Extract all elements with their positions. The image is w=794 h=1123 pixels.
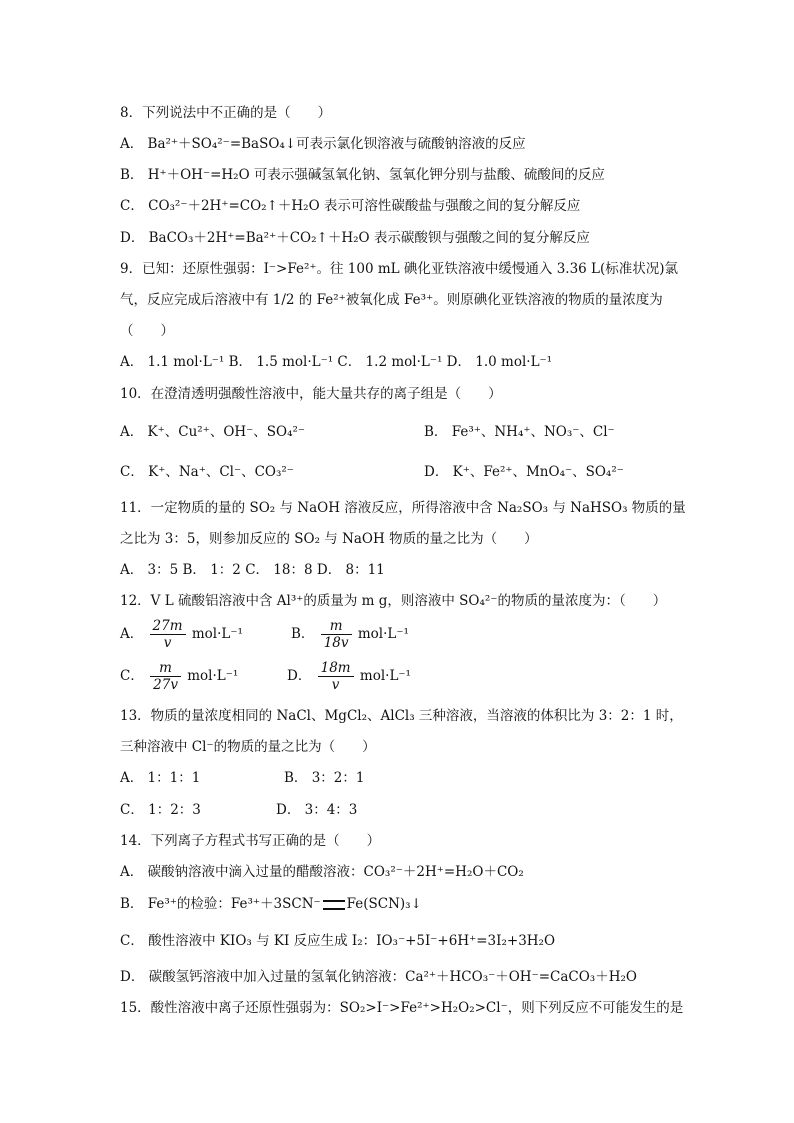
q14-option-a: A． 碳酸钠溶液中滴入过量的醋酸溶液：CO₃²⁻＋2H⁺=H₂O＋CO₂	[120, 864, 524, 880]
q12-stem: 12．V L 硫酸铝溶液中含 Al³⁺的质量为 m g，则溶液中 SO₄²⁻的物质的量浓度为：（ ）	[120, 593, 667, 609]
q13-line-1: 13．物质的量浓度相同的 NaCl、MgCl₂、AlCl₃ 三种溶液，当溶液的体积比为 3：2：1 时，	[120, 708, 683, 724]
q14-option-d: D． 碳酸氢钙溶液中加入过量的氢氧化钠溶液：Ca²⁺＋HCO₃⁻＋OH⁻=CaCO₃＋H₂O	[120, 969, 637, 985]
q11-options: A． 3：5 B． 1：2 C． 18：8 D． 8：11	[120, 562, 385, 578]
q13-option-a: A． 1：1：1	[120, 770, 201, 786]
q8-option-a: A． Ba²⁺＋SO₄²⁻=BaSO₄↓可表示氯化钡溶液与硫酸钠溶液的反应	[120, 136, 526, 152]
q9-line-3: （ ）	[120, 323, 174, 339]
q14-b-lhs: B． Fe³⁺的检验：Fe³⁺＋3SCN⁻	[120, 896, 321, 912]
q12-c-fraction	[150, 660, 181, 693]
q14-option-b	[120, 895, 422, 913]
q12-b-unit: mol·L⁻¹	[357, 626, 409, 642]
q12-d-fraction	[318, 660, 354, 693]
q12-b-fraction	[321, 618, 352, 651]
q12-c-denominator: 27v	[153, 677, 178, 693]
q12-a-denominator: v	[163, 635, 172, 651]
q10-option-a: A． K⁺、Cu²⁺、OH⁻、SO₄²⁻	[120, 424, 306, 440]
q12-c-label: C．	[120, 668, 144, 684]
q10-option-c: C． K⁺、Na⁺、Cl⁻、CO₃²⁻	[120, 464, 294, 480]
q12-a-fraction	[150, 618, 186, 651]
q13-option-d: D． 3：4：3	[276, 802, 358, 818]
q10-stem: 10．在澄清透明强酸性溶液中，能大量共存的离子组是（ ）	[120, 386, 502, 402]
q12-c-unit: mol·L⁻¹	[187, 668, 239, 684]
q10-option-b: B． Fe³⁺、NH₄⁺、NO₃⁻、Cl⁻	[424, 424, 615, 440]
equilibrium-arrow-icon	[323, 900, 345, 910]
q10-option-d: D． K⁺、Fe²⁺、MnO₄⁻、SO₄²⁻	[424, 464, 624, 480]
q8-option-c: C． CO₃²⁻＋2H⁺=CO₂↑＋H₂O 表示可溶性碳酸盐与强酸之间的复分解反应	[120, 198, 581, 214]
q12-b-denominator: 18v	[323, 635, 349, 651]
q12-b-label: B．	[291, 626, 315, 642]
q12-d-numerator: 18m	[318, 660, 354, 677]
q13-option-b: B． 3：2：1	[284, 770, 365, 786]
q8-option-b: B． H⁺＋OH⁻=H₂O 可表示强碱氢氧化钠、氢氧化钾分别与盐酸、硫酸间的反应	[120, 167, 605, 183]
q14-stem: 14．下列离子方程式书写正确的是（ ）	[120, 833, 381, 849]
q11-line-2: 之比为 3：5，则参加反应的 SO₂ 与 NaOH 物质的量之比为（ ）	[120, 531, 538, 547]
q8-option-d: D． BaCO₃＋2H⁺=Ba²⁺＋CO₂↑＋H₂O 表示碳酸钡与强酸之间的复分解反应	[120, 230, 590, 246]
q12-option-c	[120, 660, 238, 693]
q12-a-numerator: 27m	[150, 618, 186, 635]
q12-option-a	[120, 618, 243, 651]
q12-a-unit: mol·L⁻¹	[191, 626, 243, 642]
q8-stem: 8．下列说法中不正确的是（ ）	[120, 105, 332, 121]
q15-stem: 15．酸性溶液中离子还原性强弱为：SO₂>I⁻>Fe²⁺>H₂O₂>Cl⁻，则下列反应不可能发生的是	[120, 1000, 684, 1016]
q12-b-numerator: m	[321, 618, 352, 635]
q13-line-2: 三种溶液中 Cl⁻的物质的量之比为（ ）	[120, 739, 376, 755]
q9-line-2: 气，反应完成后溶液中有 1/2 的 Fe²⁺被氧化成 Fe³⁺。则原碘化亚铁溶液的物质的量浓度为	[120, 292, 663, 308]
q14-option-c: C． 酸性溶液中 KIO₃ 与 KI 反应生成 I₂：IO₃⁻+5I⁻+6H⁺=3I₂+3H₂O	[120, 933, 556, 949]
q11-line-1: 11．一定物质的量的 SO₂ 与 NaOH 溶液反应，所得溶液中含 Na₂SO₃ 与 NaHSO₃ 物质的量	[120, 500, 686, 516]
q9-line-1: 9．已知：还原性强弱：I⁻>Fe²⁺。往 100 mL 碘化亚铁溶液中缓慢通入 3.36 L(标准状况)氯	[120, 261, 679, 277]
q12-d-label: D．	[287, 668, 312, 684]
q12-d-unit: mol·L⁻¹	[359, 668, 411, 684]
q14-b-rhs: Fe(SCN)₃↓	[346, 896, 422, 912]
q9-options: A． 1.1 mol·L⁻¹ B． 1.5 mol·L⁻¹ C． 1.2 mol·L⁻¹ D． 1.0 mol·L⁻¹	[120, 354, 553, 370]
q12-a-label: A．	[120, 626, 144, 642]
q13-option-c: C． 1：2：3	[120, 802, 201, 818]
q12-option-b	[291, 618, 409, 651]
q12-option-d	[287, 660, 411, 693]
q12-d-denominator: v	[331, 677, 340, 693]
q12-c-numerator: m	[150, 660, 181, 677]
